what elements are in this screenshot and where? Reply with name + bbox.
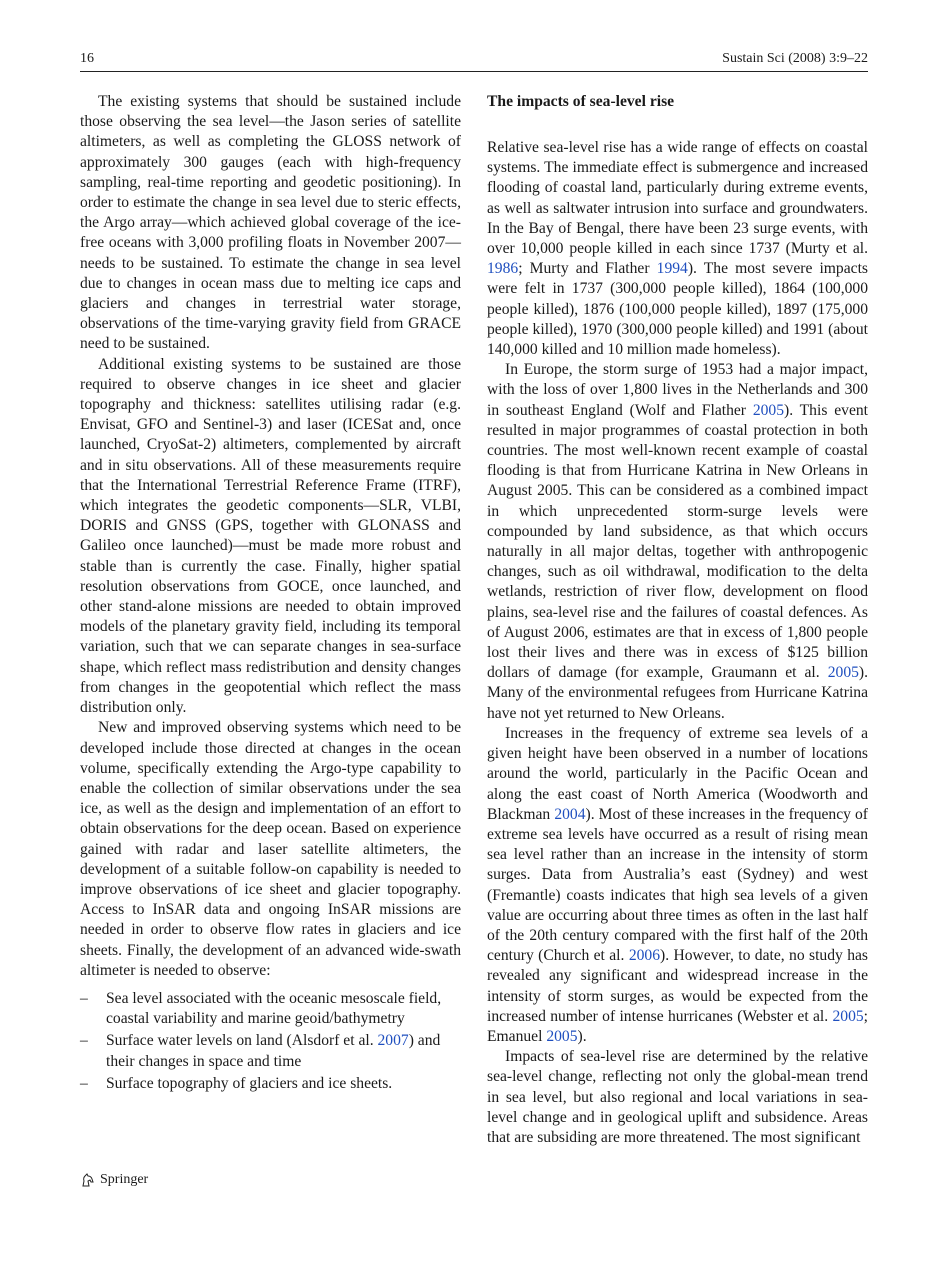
left-paragraph-2: Additional existing systems to be sustained are those required to observe changes in ice sheet and glacier topography and thickness: satellites utilising radar (e.g. Envisat, GFO and Sentinel-3) and laser (ICESat and, once launched, CryoSat-2) altimeters, complemented by aircraft and in situ observations. All of these measurements require that the International Terrestrial Reference Frame (ITRF), which integrates the geodetic components—SLR, VLBI, DORIS and GNSS (GPS, together with GLONASS and Galileo once launched)—must be made more robust and stable than is currently the case. Finally, higher spatial resolution observations from GOCE, once launched, and other stand-alone missions are needed to obtain improved models of the planetary gravity field, including its temporal variation, such that we can separate changes in sea-surface shape, which reflect mass redistribution and density changes from changes in the geopotential which reflect the mass distribution only. <box>80 355 461 717</box>
list-dash: – <box>80 989 88 1007</box>
publisher-name: Springer <box>100 1172 149 1187</box>
left-paragraph-3: New and improved observing systems which need to be developed include those directed at changes in the ocean volume, specifically extending the Argo-type capability to enable the collection of similar observations under the sea ice, as well as the design and implementation of an effort to obtain observations for the deep ocean. Based on experience gained with radar and laser satellite altimeters, the development of a suitable follow-on capability is needed to improve observations of ice sheet and glacier topography. Access to InSAR data and ongoing InSAR missions are needed in order to observe flow rates in glaciers and ice sheets. Finally, the development of an advanced wide-swath altimeter is needed to observe: <box>80 719 461 979</box>
text-run: ; Murty and Flather <box>518 260 657 278</box>
section-heading: The impacts of sea-level rise <box>487 93 675 110</box>
list-item <box>80 989 461 1029</box>
right-column <box>487 92 868 1148</box>
citation-link[interactable]: 2005 <box>832 1007 864 1025</box>
text-run: Relative sea-level rise has a wide range of effects on coastal systems. The immediate effect is submergence and increased flooding of coastal land, particularly during extreme events, as well as saltwater intrusion into surface and groundwaters. In the Bay of Bengal, there have been 23 surge events, with over 10,000 people killed in each since 1737 (Murty et al. <box>487 139 868 258</box>
page-footer <box>80 1172 148 1188</box>
text-run: ). This event resulted in major programmes of coastal protection in both countries. The most well-known recent example of coastal flooding is that from Hurricane Katrina in New Orleans in August 2005. This can be considered as a combined impact in which unprecedented storm-surge levels were compounded by land subsidence, as that which occurs naturally in all major deltas, together with anthropogenic changes, such as oil withdrawal, modification to the delta wetlands, restriction of river flow, development on flood plains, sea-level rise and the failures of coastal defences. As of August 2006, estimates are that in excess of 1,800 people lost their lives and there was in excess of $125 billion dollars of damage (for example, Graumann et al. <box>487 401 868 682</box>
text-run: ). The most severe impacts were felt in 1737 (300,000 people killed), 1864 (100,000 people killed), 1876 (100,000 people killed), 1897 (175,000 people killed), 1970 (300,000 people killed) and 1991 (about 140,000 killed and 10 million made homeless). <box>487 260 868 359</box>
observation-list <box>80 989 461 1094</box>
right-paragraph-1 <box>487 138 868 360</box>
text-run: ). Most of these increases in the frequency of extreme sea levels have occurred as a result of rising mean sea level rather than an increase in the intensity of storm surges. Data from Australia’s east (Sydney) and west (Fremantle) coasts indicates that high sea levels of a given value are occurring about three times as often in the last half of the 20th century compared with the first half of the 20th century (Church et al. <box>487 805 868 965</box>
list-item <box>80 1031 461 1071</box>
page-number: 16 <box>80 51 94 66</box>
left-column <box>80 92 461 1096</box>
text-run: ). <box>577 1027 587 1045</box>
citation-link[interactable]: 2005 <box>752 401 785 419</box>
list-dash: – <box>80 1032 88 1050</box>
citation-link[interactable]: 1994 <box>656 260 688 278</box>
citation-link[interactable]: 2005 <box>546 1027 578 1045</box>
list-item-text: Sea level associated with the oceanic mesoscale field, coastal variability and marine geoid/bathymetry <box>106 989 442 1028</box>
list-dash: – <box>80 1074 88 1092</box>
list-item-text: Surface topography of glaciers and ice sheets. <box>106 1074 393 1092</box>
text-run: In Europe, the storm surge of 1953 had a major impact, with the loss of over 1,800 lives in the Netherlands and 300 in southeast England (Wolf and Flather <box>487 361 868 419</box>
right-paragraph-2 <box>487 360 868 724</box>
list-item-text: ) and their changes in space and time <box>106 1032 441 1070</box>
citation-link[interactable]: 2007 <box>377 1032 409 1050</box>
citation-link[interactable]: 2006 <box>628 947 660 965</box>
citation-link[interactable]: 2004 <box>554 805 586 823</box>
list-item-text: Surface water levels on land (Alsdorf et al. <box>106 1032 378 1050</box>
text-run: ). However, to date, no study has revealed any significant and widespread increase in the intensity of storm surges, as would be expected from the increased number of intense hurricanes (Webster et al. <box>487 947 868 1025</box>
right-paragraph-4: Impacts of sea-level rise are determined by the relative sea-level change, reflecting not only the global-mean trend in sea level, but also regional and local variations in sea-level change and in geological uplift and subsidence. Areas that are subsiding are more threatened. The most significant <box>487 1048 868 1146</box>
citation-link[interactable]: 1986 <box>487 260 519 278</box>
text-run: ; Emanuel <box>487 1007 868 1045</box>
text-run: ). Many of the environmental refugees from Hurricane Katrina have not yet returned to New Orleans. <box>487 664 868 722</box>
citation-link[interactable]: 2005 <box>827 664 859 682</box>
left-paragraph-1: The existing systems that should be sustained include those observing the sea level—the Jason series of satellite altimeters, as well as completing the GLOSS network of approximately 300 gauges (each with high-frequency sampling, real-time reporting and geodetic positioning). In order to estimate the change in sea level due to steric effects, the Argo array—which achieved global coverage of the ice-free oceans with 3,000 profiling floats in November 2007—needs to be sustained. To estimate the change in sea level due to changes in ocean mass due to melting ice caps and glaciers and changes in terrestrial water storage, observations of the time-varying gravity field from GRACE need to be sustained. <box>80 93 461 353</box>
running-header <box>80 50 868 72</box>
text-run: Increases in the frequency of extreme sea levels of a given height have been observed in a number of locations around the world, particularly in the Pacific Ocean and along the east coast of North America (Woodworth and Blackman <box>487 724 868 823</box>
springer-horse-icon <box>80 1172 96 1188</box>
list-item <box>80 1074 461 1094</box>
journal-citation: Sustain Sci (2008) 3:9–22 <box>722 51 868 66</box>
right-paragraph-3 <box>487 724 868 1047</box>
